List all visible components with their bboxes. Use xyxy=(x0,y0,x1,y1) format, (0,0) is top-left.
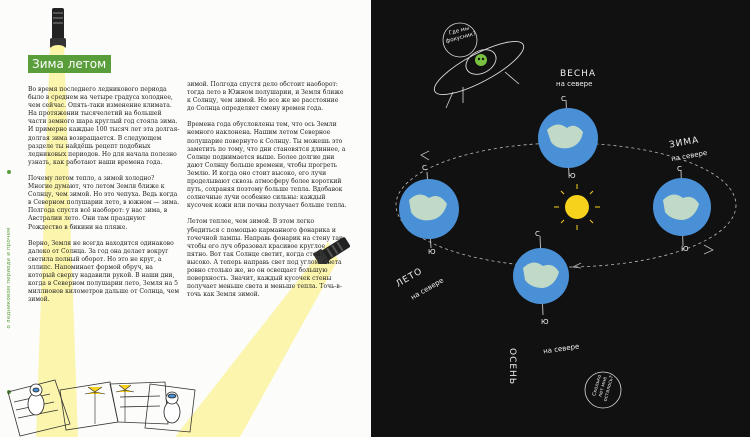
left-page xyxy=(0,0,371,437)
season-spring-label: ВЕСНА xyxy=(560,69,597,79)
season-winter-label: ЗИМА xyxy=(668,135,701,151)
paragraph: Почему летом тепло, а зимой холодно? Многие думают, что летом Земля ближе к Солнцу, чем зимой. Но это чепуха. Ведь когда в Северном полушарии лето, в южном — зима. Полгода спустя всё наоборот: у нас зима, в Австралии лето. Они там празднуют Рождество в бикини на пляже. xyxy=(28,174,180,231)
orbit-arrow xyxy=(704,245,713,254)
pole-south: Ю xyxy=(681,245,689,253)
season-spring-sub: на севере xyxy=(556,80,593,88)
corner-note-text: Сколько лет мне осталось? xyxy=(591,374,616,403)
flashlight-top-icon xyxy=(50,8,66,52)
sidebar-title-text: о ледниковом периоде и прочем xyxy=(6,227,12,329)
season-autumn-sub: на севере xyxy=(542,342,580,356)
season-autumn-label: ОСЕНЬ xyxy=(507,348,517,385)
sun-icon xyxy=(554,184,600,230)
pole-north: С xyxy=(422,164,427,172)
pole-north: С xyxy=(561,95,566,103)
pole-south: Ю xyxy=(541,318,549,326)
paragraph: зимой. Полгода спустя дело обстоит наоборот: тогда лето в Южном полушарии, и Земля ближе к Солнцу, чем зимой. Но все же не расстояние до Солнца определяет смену времен года. xyxy=(187,81,344,113)
right-page xyxy=(371,0,750,437)
paragraph: Верно, Земля не всегда находится одинаково далеко от Солнца. За год она делает вокруг светила полный оборот. Но это не круг, а эллипс. Напоминает формой обруч, на который сверху надавили рукой. В наши дни, когда в Северном полушарии лето, Земля на 5 миллионов километров дальше от Солнца, чем зимой. xyxy=(28,239,180,304)
pole-south: Ю xyxy=(568,172,576,180)
season-summer-sub: на севере xyxy=(409,276,445,302)
text-column-right xyxy=(187,81,347,307)
season-winter-sub: на севере xyxy=(670,148,708,164)
penguin-doodle xyxy=(164,392,180,423)
sketch-illustration xyxy=(0,352,200,437)
orbit-arrow xyxy=(421,151,429,160)
text-column-left xyxy=(28,86,180,312)
earth-autumn-icon xyxy=(513,236,569,315)
earth-spring-icon xyxy=(538,100,598,175)
paragraph: Во время последнего ледникового периода было в среднем на четыре градуса холоднее, чем сейчас. Опять-таки изменение климата. На протяжении тысячелетий на большей части земного шара круглый год стояла зима. И примерно каждые 100 тысяч лет эта долгая-долгая зима возвращается. В следующем разделе ты найдёшь рецепт подобных ледниковых периодов. Но для начала полезно узнать, как работают наши времена года. xyxy=(28,86,180,166)
orbit-arrow xyxy=(573,263,581,268)
pole-north: С xyxy=(677,165,682,173)
penguin-doodle xyxy=(28,384,44,415)
pole-north: С xyxy=(535,230,540,238)
alien-icon xyxy=(475,54,487,66)
season-orbit-diagram xyxy=(371,0,750,437)
season-summer-label: ЛЕТО xyxy=(394,266,425,290)
palm-doodle xyxy=(85,385,134,424)
earth-summer-icon xyxy=(399,172,459,248)
paragraph: Времена года обусловлены тем, что ось Земли немного наклонена. Нашим летом Северное полушарие повернуто к Солнцу. Ты можешь это заметить по тому, что дни становятся длиннее, а Солнце поднимается выше. Более долгие дни дают Солнцу больше времени, чтобы прогреть Землю. И когда оно стоит высоко, его лучи проделывают сквозь атмосферу более короткий путь, сохраняя поэтому больше тепла. Вдобавок солнечные лучи особенно сильны: каждый кусочек кожи или почвы получает больше тепла. xyxy=(187,121,347,210)
ufo-speech-text: Где мы фокусник? xyxy=(444,25,477,45)
paragraph: Летом теплее, чем зимой. В этом легко убедиться с помощью карманного фонарика и точечной лампы. Направь фонарик на стену так, чтобы его луч образовал красивое круглое пятно. Вот так Солнце светит, когда стоит высоко. А теперь направь свет под углом. Света ровно столько же, но он освещает большую поверхность. Значит, каждый кусочек стены получает меньше света и меньше тепла. Точь-в-точь как Земля зимой. xyxy=(187,218,345,299)
pole-south: Ю xyxy=(428,248,436,256)
earth-winter-icon xyxy=(653,170,711,246)
page-heading: Зима летом xyxy=(28,55,111,73)
